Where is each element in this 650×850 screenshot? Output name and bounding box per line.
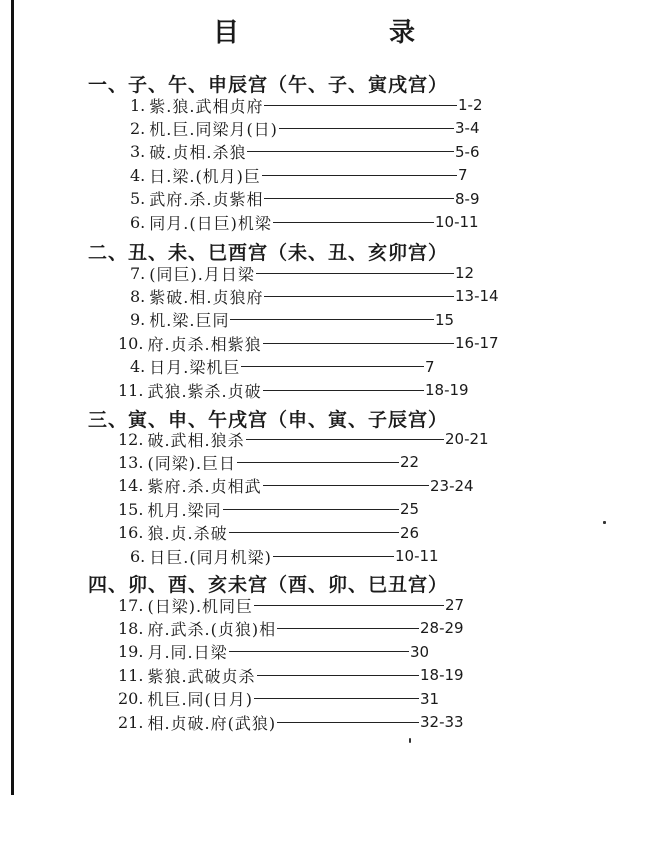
entry-title: 机月.梁同 [147, 500, 222, 520]
section-heading: 四、卯、酉、亥未宫（酉、卯、巳丑宫） [88, 574, 449, 596]
left-margin-rule [11, 0, 14, 795]
leader-line [223, 509, 399, 510]
leader-line [257, 675, 419, 676]
entry-title: 紫府.杀.贞相武 [147, 477, 262, 497]
leader-line [263, 390, 424, 391]
leader-line [279, 128, 454, 129]
toc-entry [118, 332, 499, 354]
toc-entry [118, 711, 464, 733]
entry-title: (日梁).机同巨 [147, 596, 254, 616]
entry-page-number: 27 [445, 596, 465, 614]
entry-title: 破.武相.狼杀 [147, 430, 245, 450]
entry-number: 20. [118, 689, 144, 709]
entry-page-number: 23-24 [430, 476, 474, 495]
toc-entry [118, 498, 419, 520]
toc-entry [118, 475, 474, 497]
entry-number: 19. [118, 642, 144, 662]
entry-page-number: 7 [425, 357, 435, 376]
entry-title: 日月.梁机巨 [149, 358, 241, 378]
toc-entry [130, 94, 483, 116]
leader-line [263, 485, 429, 486]
leader-line [277, 628, 419, 629]
toc-entry [130, 117, 480, 139]
leader-line [264, 296, 454, 297]
entry-page-number: 8-9 [455, 189, 480, 208]
entry-title: 机.巨.同梁月(日) [149, 119, 278, 139]
entry-title: 紫破.相.贞狼府 [149, 287, 264, 307]
entry-page-number: 15 [435, 310, 455, 329]
entry-number: 6. [130, 546, 146, 566]
toc-entry [130, 545, 439, 567]
entry-title: 狼.贞.杀破 [147, 524, 228, 544]
entry-number: 11. [118, 665, 144, 685]
entry-page-number: 1-2 [458, 96, 483, 114]
entry-page-number: 28-29 [420, 619, 464, 638]
entry-page-number: 5-6 [455, 142, 480, 161]
entry-number: 4. [130, 165, 146, 185]
toc-entry [130, 356, 435, 378]
entry-title: (同梁).巨日 [147, 453, 237, 473]
entry-title: 武府.杀.贞紫相 [149, 190, 264, 210]
entry-number: 1. [130, 95, 146, 115]
entry-number: 9. [130, 310, 146, 330]
entry-page-number: 22 [400, 453, 420, 472]
toc-entry [130, 309, 454, 331]
entry-number: 4. [130, 357, 146, 377]
entry-number: 11. [118, 380, 144, 400]
section-heading: 一、子、午、申辰宫（午、子、寅戌宫） [88, 74, 449, 96]
toc-entry [130, 262, 474, 284]
leader-line [246, 439, 444, 440]
toc-entry [118, 379, 469, 401]
toc-entry [130, 211, 479, 233]
leader-line [256, 273, 454, 274]
entry-number: 5. [130, 189, 146, 209]
leader-line [264, 198, 454, 199]
entry-number: 18. [118, 618, 144, 638]
entry-title: 日巨.(同月机梁) [149, 547, 272, 567]
entry-title: 机巨.同(日月) [147, 690, 254, 710]
leader-line [263, 343, 454, 344]
entry-page-number: 10-11 [395, 547, 439, 565]
toc-entry [118, 617, 464, 639]
toc-entry [118, 428, 489, 450]
toc-entry [130, 188, 480, 210]
leader-line [230, 319, 434, 320]
entry-number: 13. [118, 452, 144, 472]
entry-number: 21. [118, 712, 144, 732]
entry-title: 紫狼.武破贞杀 [147, 666, 256, 686]
entry-page-number: 7 [458, 166, 468, 185]
leader-line [229, 532, 399, 533]
page-title: 目 录 [212, 18, 477, 48]
entry-number: 6. [130, 212, 146, 232]
scan-speck [603, 521, 606, 524]
toc-entry [118, 451, 419, 473]
entry-title: 日.梁.(机月)巨 [149, 166, 261, 186]
entry-title: 武狼.紫杀.贞破 [147, 381, 262, 401]
leader-line [264, 105, 457, 106]
entry-page-number: 16-17 [455, 334, 499, 353]
entry-page-number: 12 [455, 264, 475, 282]
leader-line [254, 698, 419, 699]
leader-line [247, 151, 454, 152]
entry-number: 12. [118, 429, 144, 449]
leader-line [262, 175, 457, 176]
entry-page-number: 18-19 [420, 666, 464, 685]
entry-page-number: 30 [410, 642, 430, 661]
entry-title: 月.同.日梁 [147, 643, 228, 663]
entry-page-number: 10-11 [435, 213, 479, 231]
entry-number: 14. [118, 476, 144, 496]
entry-number: 3. [130, 142, 146, 162]
entry-number: 7. [130, 263, 146, 283]
toc-entry [118, 664, 464, 686]
entry-page-number: 13-14 [455, 287, 499, 306]
entry-page-number: 20-21 [445, 430, 489, 448]
entry-page-number: 26 [400, 523, 420, 542]
entry-page-number: 31 [420, 689, 440, 708]
leader-line [273, 222, 434, 223]
leader-line [241, 366, 424, 367]
leader-line [277, 722, 419, 723]
entry-title: 相.贞破.府(武狼) [147, 713, 277, 733]
section-heading: 二、丑、未、巳酉宫（未、丑、亥卯宫） [88, 242, 449, 264]
entry-page-number: 25 [400, 500, 420, 519]
leader-line [229, 651, 409, 652]
leader-line [273, 556, 394, 557]
entry-number: 17. [118, 595, 144, 615]
entry-number: 8. [130, 286, 146, 306]
leader-line [237, 462, 399, 463]
toc-entry [118, 594, 464, 616]
entry-title: 府.武杀.(贞狼)相 [147, 619, 277, 639]
entry-number: 10. [118, 333, 144, 353]
entry-number: 2. [130, 118, 146, 138]
section-heading: 三、寅、申、午戌宫（申、寅、子辰宫） [88, 409, 449, 431]
entry-title: 同月.(日巨)机梁 [149, 213, 272, 233]
entry-title: 破.贞相.杀狼 [149, 143, 247, 163]
entry-page-number: 3-4 [455, 119, 480, 138]
entry-page-number: 18-19 [425, 381, 469, 399]
entry-number: 15. [118, 499, 144, 519]
entry-title: 紫.狼.武相贞府 [149, 96, 264, 116]
entry-title: 机.梁.巨同 [149, 311, 230, 331]
toc-entry [130, 141, 480, 163]
toc-entry [118, 522, 419, 544]
toc-entry [118, 688, 439, 710]
entry-title: (同巨).月日梁 [149, 264, 255, 284]
entry-title: 府.贞杀.相紫狼 [147, 334, 262, 354]
toc-entry [130, 285, 499, 307]
entry-number: 16. [118, 523, 144, 543]
toc-entry [118, 641, 429, 663]
toc-entry [130, 164, 468, 186]
leader-line [254, 605, 444, 606]
scan-speck [409, 738, 411, 743]
entry-page-number: 32-33 [420, 713, 464, 731]
